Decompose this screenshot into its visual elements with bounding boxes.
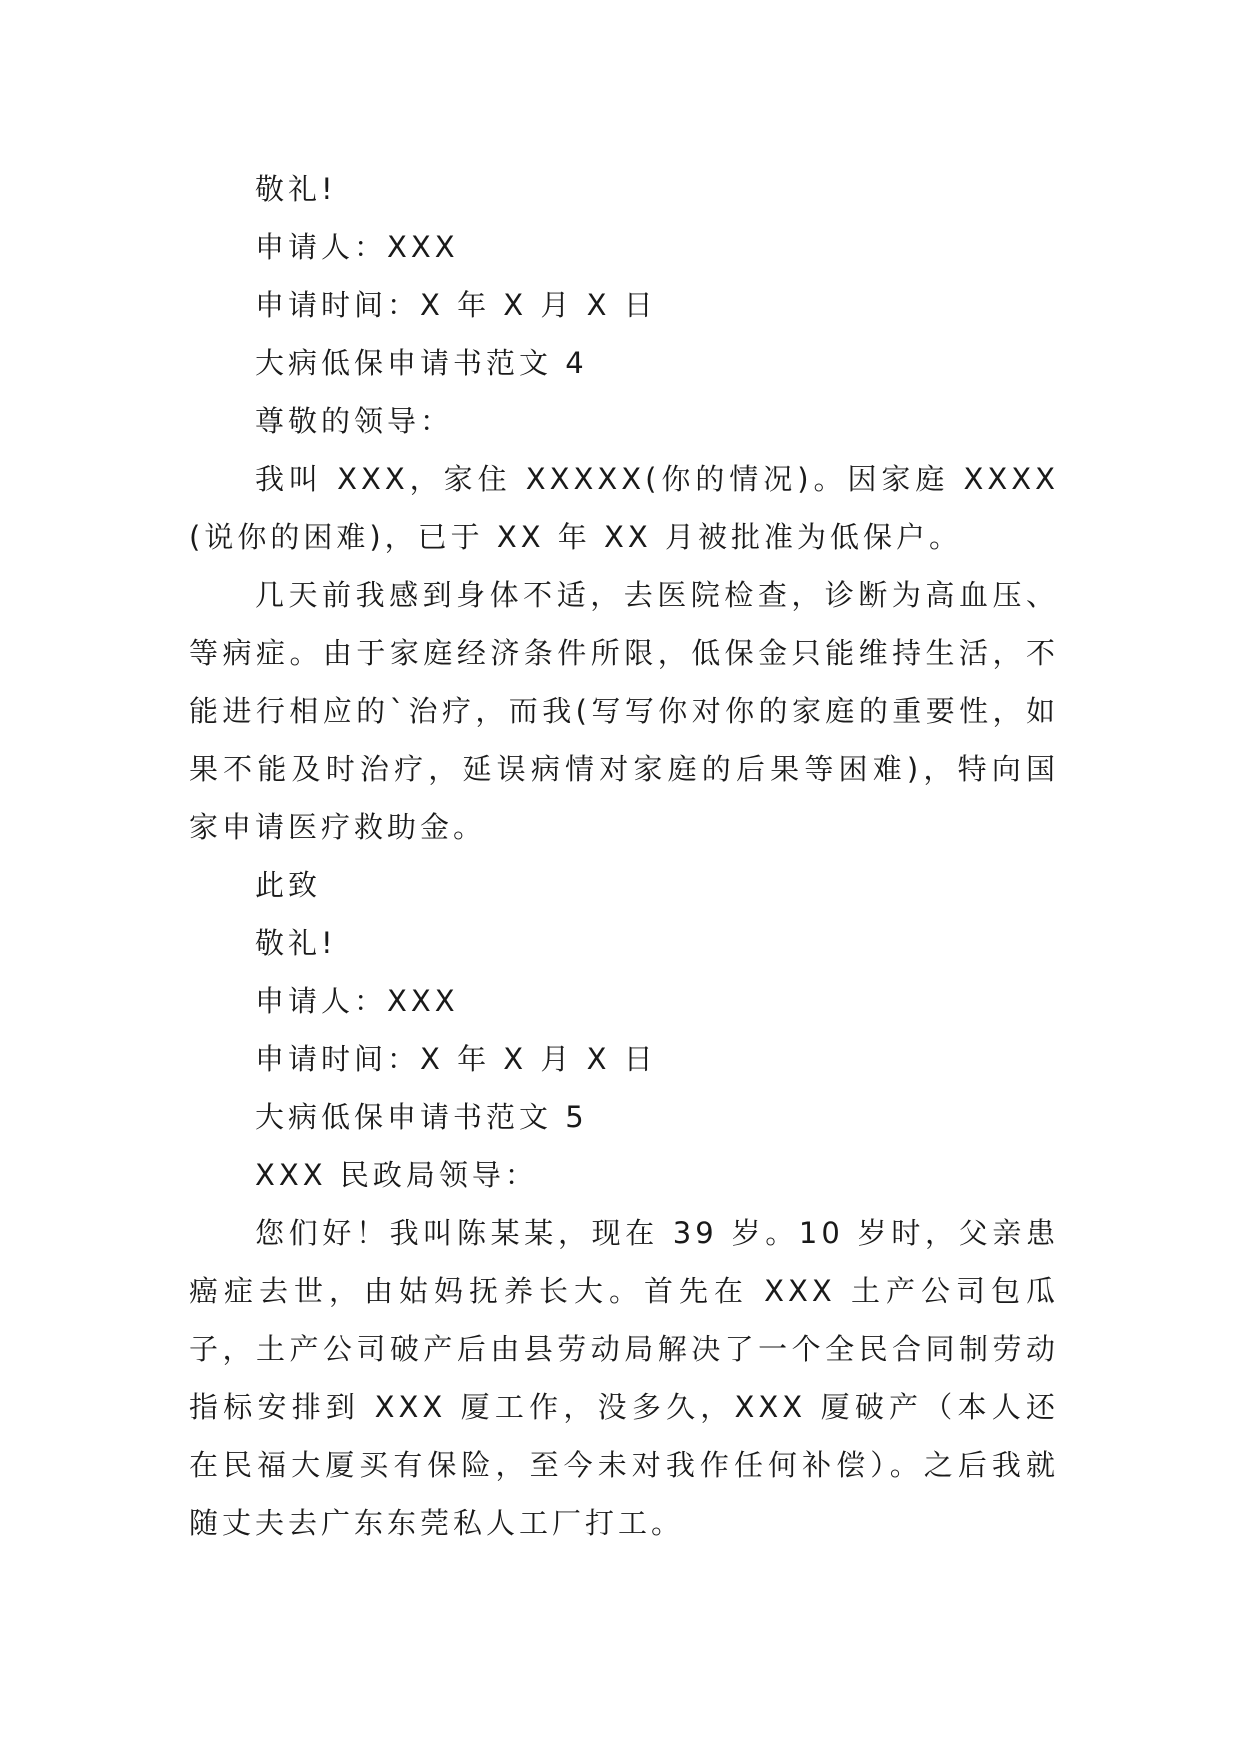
applicant-line: 申请人：XXX xyxy=(255,230,459,264)
greeting-line: XXX 民政局领导： xyxy=(255,1158,538,1192)
section-heading: 大病低保申请书范文 4 xyxy=(255,346,588,380)
body-paragraph: 我叫 XXX，家住 XXXXX(你的情况)。因家庭 XXXX(说你的困难)，已于 XX 年 XX 月被批准为低保户。 xyxy=(189,462,1059,554)
closing-salute: 敬礼! xyxy=(255,926,337,960)
closing-salute: 敬礼! xyxy=(255,172,337,206)
body-paragraph: 您们好！我叫陈某某，现在 39 岁。10 岁时，父亲患癌症去世，由姑妈抚养长大。首先在 XXX 土产公司包瓜子，土产公司破产后由县劳动局解决了一个全民合同制劳动指标安排到 XXX 厦工作，没多久，XXX 厦破产（本人还在民福大厦买有保险，至今未对我作任何补偿）。之后我就随丈夫去广东东莞私人工厂打工。 xyxy=(189,1216,1059,1540)
applicant-line: 申请人：XXX xyxy=(255,984,459,1018)
body-paragraph: 几天前我感到身体不适，去医院检查，诊断为高血压、等病症。由于家庭经济条件所限，低保金只能维持生活，不能进行相应的`治疗，而我(写写你对你的家庭的重要性，如果不能及时治疗，延误病情对家庭的后果等困难)，特向国家申请医疗救助金。 xyxy=(189,578,1059,844)
greeting-line: 尊敬的领导： xyxy=(255,404,454,438)
application-date-line: 申请时间：X 年 X 月 X 日 xyxy=(255,1042,657,1076)
closing-line: 此致 xyxy=(255,868,322,902)
section-heading: 大病低保申请书范文 5 xyxy=(255,1100,588,1134)
application-date-line: 申请时间：X 年 X 月 X 日 xyxy=(255,288,657,322)
document-body xyxy=(189,160,1059,1552)
